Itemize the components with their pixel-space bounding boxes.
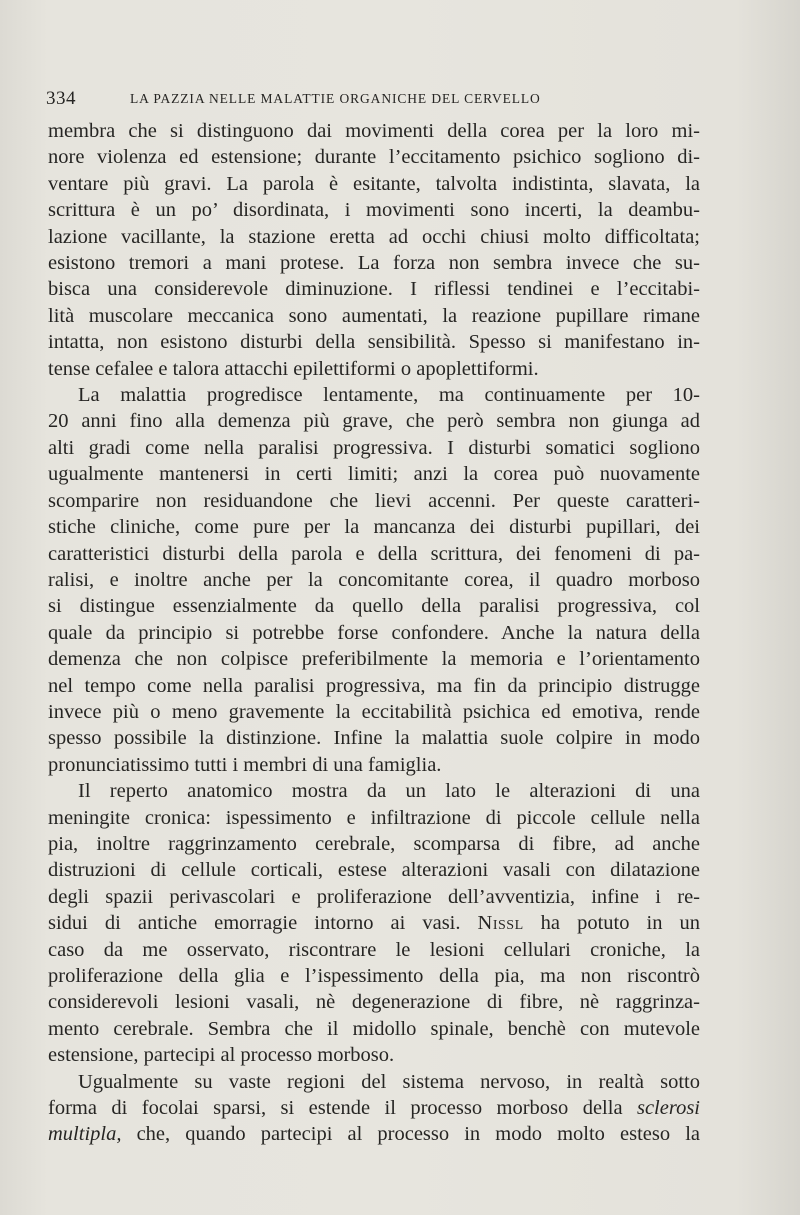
running-title: LA PAZZIA NELLE MALATTIE ORGANICHE DEL CERVELLO <box>130 91 541 106</box>
text-line: Ugualmente su vaste regioni del sistema nervoso, in realtà sotto <box>78 1070 700 1093</box>
text-segment: sidui di antiche emorragie intorno ai vasi. <box>48 912 461 935</box>
text-line: ugualmente mantenersi in certi limiti; anzi la corea può nuovamente <box>48 463 700 486</box>
body-text <box>48 118 700 1148</box>
text-line: nore violenza ed estensione; durante l’eccitamento psichico sogliono di- <box>48 146 700 169</box>
text-segment: che, quando partecipi al processo in modo molto esteso la <box>121 1123 700 1146</box>
text-line: demenza che non colpisce preferibilmente la memoria e l’orientamento <box>48 648 700 671</box>
text-line: caratteristici disturbi della parola e della scrittura, dei fenomeni di pa- <box>48 542 700 565</box>
text-line-with-italic <box>48 1121 700 1147</box>
italic-term: sclerosi <box>636 1097 700 1120</box>
text-line: scomparire non residuandone che lievi accenni. Per queste caratteri- <box>48 489 700 512</box>
text-line: bisca una considerevole diminuzione. I riflessi tendinei e l’eccitabi- <box>48 278 700 301</box>
text-line: caso da me osservato, riscontrare le lesioni cellulari croniche, la <box>48 938 700 961</box>
text-line: distruzioni di cellule corticali, estese alterazioni vasali con dilatazione <box>48 859 700 882</box>
text-segment: ha potuto in un <box>523 912 700 935</box>
text-line: alti gradi come nella paralisi progressiva. I disturbi somatici sogliono <box>48 436 700 459</box>
text-line: stiche cliniche, come pure per la mancanza dei disturbi pupillari, dei <box>48 516 700 539</box>
page-number: 334 <box>46 88 76 109</box>
text-line: mento cerebrale. Sembra che il midollo spinale, benchè con mutevole <box>48 1017 700 1040</box>
text-line: spesso possibile la distinzione. Infine la malattia suole colpire in modo <box>48 727 700 750</box>
text-line: lità muscolare meccanica sono aumentati, la reazione pupillare rimane <box>48 304 700 327</box>
text-line: pia, inoltre raggrinzamento cerebrale, scomparsa di fibre, ad anche <box>48 832 700 855</box>
author-name: Nissl <box>477 912 524 935</box>
text-line: si distingue essenzialmente da quello della paralisi progressiva, col <box>48 595 700 618</box>
paragraph-3 <box>48 778 700 1068</box>
italic-term: multipla, <box>48 1123 122 1146</box>
text-line: ralisi, e inoltre anche per la concomitante corea, il quadro morboso <box>48 568 700 591</box>
text-line: degli spazii perivascolari e proliferazione dell’avventizia, infine i re- <box>48 885 700 908</box>
text-line: lazione vacillante, la stazione eretta ad occhi chiusi molto difficoltata; <box>48 225 700 248</box>
paragraph-2 <box>48 382 700 778</box>
text-line: tense cefalee e talora attacchi epilettiformi o apoplettiformi. <box>48 357 539 380</box>
text-line-with-italic <box>48 1095 700 1121</box>
text-line: membra che si distinguono dai movimenti della corea per la loro mi- <box>48 120 700 142</box>
text-line: Il reperto anatomico mostra da un lato le alterazioni di una <box>78 780 700 803</box>
text-line: intatta, non esistono disturbi della sensibilità. Spesso si manifestano in- <box>48 331 700 354</box>
running-header <box>46 88 706 112</box>
text-line: esistono tremori a mani protese. La forza non sembra invece che su- <box>48 252 700 275</box>
text-line: nel tempo come nella paralisi progressiva, ma fin da principio distrugge <box>48 674 700 697</box>
text-line: estensione, partecipi al processo morboso. <box>48 1044 395 1067</box>
text-line: quale da principio si potrebbe forse confondere. Anche la natura della <box>48 621 700 644</box>
paragraph-4 <box>48 1069 700 1148</box>
text-line-with-name <box>48 910 700 936</box>
text-line: La malattia progredisce lentamente, ma continuamente per 10- <box>78 384 700 407</box>
paragraph-1 <box>48 118 700 382</box>
text-segment: forma di focolai sparsi, si estende il processo morboso della <box>48 1097 637 1120</box>
text-line: ventare più gravi. La parola è esitante, talvolta indistinta, slavata, la <box>48 172 700 195</box>
text-line: proliferazione della glia e l’ispessimento della pia, ma non riscontrò <box>48 965 700 987</box>
text-line: scrittura è un po’ disordinata, i movimenti sono incerti, la deambu- <box>48 199 700 222</box>
text-line: pronunciatissimo tutti i membri di una famiglia. <box>48 753 442 776</box>
text-line: 20 anni fino alla demenza più grave, che però sembra non giunga ad <box>48 410 700 433</box>
text-line: invece più o meno gravemente la eccitabilità psichica ed emotiva, rende <box>48 700 700 723</box>
text-line: meningite cronica: ispessimento e infiltrazione di piccole cellule nella <box>48 806 700 829</box>
text-line: considerevoli lesioni vasali, nè degenerazione di fibre, nè raggrinza- <box>48 991 700 1014</box>
